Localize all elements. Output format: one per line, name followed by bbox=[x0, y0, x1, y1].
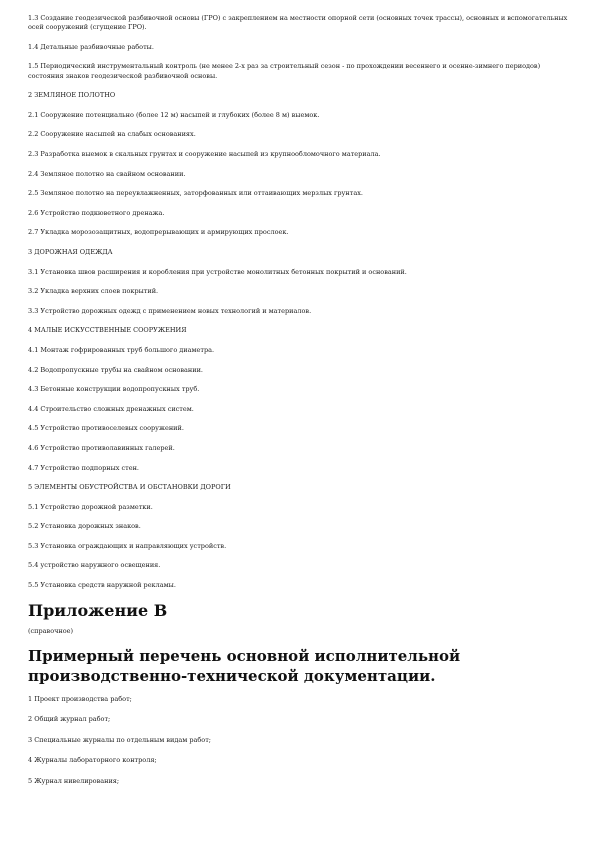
appendix-note: (справочное) bbox=[28, 626, 74, 635]
section3-title: 3 ДОРОЖНАЯ ОДЕЖДА bbox=[28, 247, 113, 256]
appendix-list-item: 1 Проект производства работ; bbox=[28, 695, 132, 704]
section4-title: 4 МАЛЫЕ ИСКУССТВЕННЫЕ СООРУЖЕНИЯ bbox=[28, 326, 187, 335]
section2-item: 2.6 Устройство подкюветного дренажа. bbox=[28, 208, 165, 217]
appendix-list-item: 5 Журнал нивелирования; bbox=[28, 776, 120, 785]
section2-title: 2 ЗЕМЛЯНОЕ ПОЛОТНО bbox=[28, 91, 116, 100]
section2-item: 2.1 Сооружение потенциально (более 12 м) насыпей и глубоких (более 8 м) выемок. bbox=[28, 110, 320, 119]
section5-title: 5 ЭЛЕМЕНТЫ ОБУСТРОЙСТВА И ОБСТАНОВКИ ДОРОГИ bbox=[28, 483, 231, 492]
section3-item: 3.2 Укладка верхних слоев покрытий. bbox=[28, 287, 159, 296]
section4-item: 4.7 Устройство подпорных стен. bbox=[28, 463, 139, 472]
section5-item: 5.3 Установка ограждающих и направляющих устройств. bbox=[28, 541, 227, 550]
section3-item: 3.3 Устройство дорожных одежд с применением новых технологий и материалов. bbox=[28, 306, 312, 315]
section1-item-1-3: 1.3 Создание геодезической разбивочной основы (ГРО) с закреплением на местности опорной сети (основных точек трассы), основных и вспомогательных осей сооружений (сгущение ГРО). bbox=[28, 14, 568, 32]
appendix-heading-line2: производственно-технической документации. bbox=[28, 667, 436, 686]
section4-item: 4.5 Устройство противоселевых сооружений. bbox=[28, 424, 184, 433]
section4-item: 4.3 Бетонные конструкции водопропускных труб. bbox=[28, 385, 200, 394]
section4-item: 4.4 Строительство сложных дренажных систем. bbox=[28, 404, 194, 413]
section4-item: 4.1 Монтаж гофрированных труб большого диаметра. bbox=[28, 345, 215, 354]
appendix-list-item: 4 Журналы лабораторного контроля; bbox=[28, 756, 157, 765]
section5-item: 5.2 Установка дорожных знаков. bbox=[28, 522, 141, 531]
section2-item: 2.7 Укладка морозозащитных, водопрерывающих и армирующих прослоек. bbox=[28, 228, 289, 237]
section2-item: 2.2 Сооружение насыпей на слабых основаниях. bbox=[28, 130, 196, 139]
appendix-list-item: 2 Общий журнал работ; bbox=[28, 715, 111, 724]
appendix-title: Приложение В bbox=[28, 600, 168, 620]
section2-item: 2.4 Земляное полотно на свайном основании. bbox=[28, 169, 186, 178]
section4-item: 4.2 Водопропускные трубы на свайном основании. bbox=[28, 365, 203, 374]
appendix-heading bbox=[28, 646, 568, 686]
section5-item: 5.1 Устройство дорожной разметки. bbox=[28, 502, 153, 511]
section5-item: 5.4 устройство наружного освещения. bbox=[28, 561, 161, 570]
section5-item: 5.5 Установка средств наружной рекламы. bbox=[28, 581, 176, 590]
section2-item: 2.3 Разработка выемок в скальных грунтах и сооружение насыпей из крупнообломочного материала. bbox=[28, 150, 381, 158]
section3-item: 3.1 Установка швов расширения и коробления при устройстве монолитных бетонных покрытий и оснований. bbox=[28, 267, 407, 276]
section1-item-1-4: 1.4 Детальные разбивочные работы. bbox=[28, 42, 154, 51]
section4-item: 4.6 Устройство противолавинных галерей. bbox=[28, 443, 175, 452]
appendix-list bbox=[28, 695, 568, 786]
appendix-heading-line1: Примерный перечень основной исполнительной bbox=[28, 647, 461, 666]
section2-item: 2.5 Земляное полотно на переувлажненных, заторфованных или оттаивающих мерзлых грунтах. bbox=[28, 189, 363, 198]
appendix-list-item: 3 Специальные журналы по отдельным видам работ; bbox=[28, 735, 211, 744]
section1-item-1-5: 1.5 Периодический инструментальный контроль (не менее 2-х раз за строительный сезон - по прохождении весеннего и осенне-зимнего периодов) состояния знаков геодезической разбивочной основы. bbox=[28, 62, 541, 80]
document-page bbox=[28, 14, 568, 797]
